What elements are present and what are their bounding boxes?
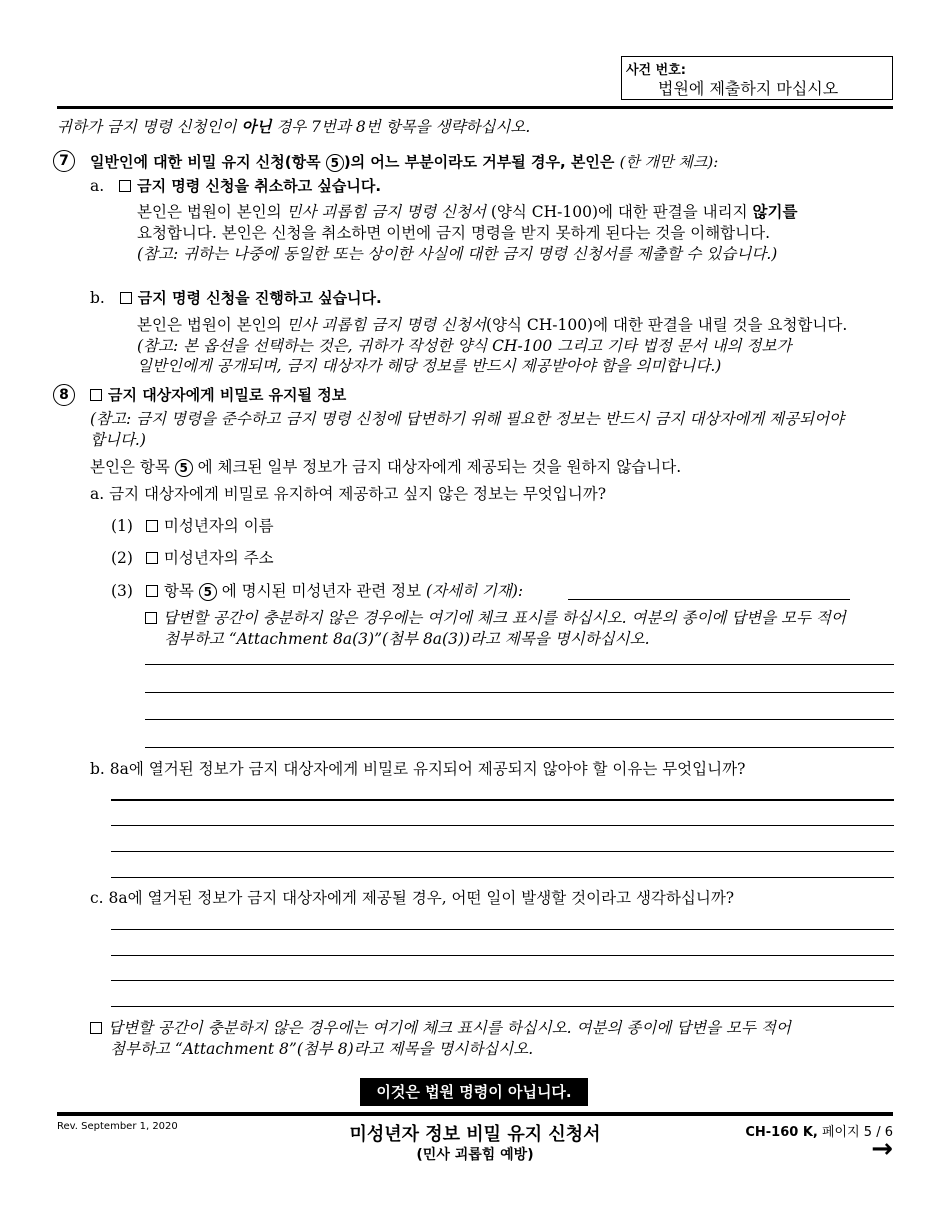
form-id: CH-160 K, <box>745 1125 818 1140</box>
header-rule <box>57 106 893 109</box>
answer-line[interactable] <box>145 664 894 665</box>
page-number: 페이지 5 / 6 <box>822 1125 893 1140</box>
option1-checkbox[interactable] <box>146 520 158 532</box>
next-page-arrow-icon: → <box>871 1134 893 1164</box>
item7a-note: (참고: 귀하는 나중에 동일한 또는 상이한 사실에 대한 금지 명령 신청서를 제출할 수 있습니다.) <box>137 245 778 263</box>
item8a-question: a. 금지 대상자에게 비밀로 유지하여 제공하고 싶지 않은 정보는 무엇입니까? <box>90 485 607 503</box>
item7a-option: a. 금지 명령 신청을 취소하고 싶습니다. <box>90 177 382 195</box>
attachment-8a3-line2: 첨부하고 “Attachment 8a(3)”(첨부 8a(3))라고 제목을 명시하십시오. <box>164 630 650 648</box>
item8-statement: 본인은 항목 5 에 체크된 일부 정보가 금지 대상자에게 제공되는 것을 원하지 않습니다. <box>90 458 682 476</box>
item7b-note2: 일반인에게 공개되며, 금지 대상자가 해당 정보를 반드시 제공받아야 함을 의미합니다.) <box>137 357 722 375</box>
option2-checkbox[interactable] <box>146 552 158 564</box>
item7a-title: 금지 명령 신청을 취소하고 싶습니다. <box>137 177 382 195</box>
answer-line[interactable] <box>111 799 894 801</box>
answer-line[interactable] <box>111 929 894 930</box>
answer-line[interactable] <box>145 719 894 720</box>
item8-checkbox[interactable] <box>90 389 102 401</box>
item8a-option1: (1) 미성년자의 이름 <box>111 517 274 535</box>
item8b-question: b. 8a에 열거된 정보가 금지 대상자에게 비밀로 유지되어 제공되지 않아야 할 이유는 무엇입니까? <box>90 760 746 778</box>
attachment-8a3-line1: 답변할 공간이 충분하지 않은 경우에는 여기에 체크 표시를 하십시오. 여분의 종이에 답변을 모두 적어 <box>145 607 846 629</box>
item7b-note1: (참고: 본 옵션을 선택하는 것은, 귀하가 작성한 양식 CH-100 그리고 기타 법정 문서 내의 정보가 <box>137 337 792 355</box>
answer-line[interactable] <box>145 692 894 693</box>
form-subtitle: (민사 괴롭힘 예방) <box>416 1147 534 1163</box>
case-number-box <box>621 56 893 100</box>
attachment-8a3-checkbox[interactable] <box>145 612 157 624</box>
option3-detail-field[interactable] <box>568 585 850 600</box>
revision-date: Rev. September 1, 2020 <box>57 1121 178 1132</box>
item7b-option: b. 금지 명령 신청을 진행하고 싶습니다. <box>90 289 382 307</box>
item5-ref-circle: 5 <box>326 154 344 172</box>
answer-line[interactable] <box>145 747 894 748</box>
intro-instruction: 귀하가 금지 명령 신청인이 아닌 경우 7번과 8번 항목을 생략하십시오. <box>57 117 531 136</box>
item7-number-circle: 7 <box>53 150 75 172</box>
answer-line[interactable] <box>111 1006 894 1007</box>
answer-line[interactable] <box>111 980 894 981</box>
answer-line[interactable] <box>111 877 894 878</box>
item8-note-line1: (참고: 금지 명령을 준수하고 금지 명령 신청에 답변하기 위해 필요한 정보는 반드시 금지 대상자에게 제공되어야 <box>90 410 845 428</box>
item7a-line1: 본인은 법원이 본인의 민사 괴롭힘 금지 명령 신청서 (양식 CH-100)에 대한 판결을 내리지 않기를 <box>137 203 798 221</box>
item8a-option3: (3) 항목 5 에 명시된 미성년자 관련 정보 (자세히 기재): <box>111 582 524 600</box>
case-number-value: 법원에 제출하지 마십시오 <box>658 79 839 98</box>
attachment-8-line2: 첨부하고 “Attachment 8”(첨부 8)라고 제목을 명시하십시오. <box>110 1040 534 1058</box>
not-court-order-banner: 이것은 법원 명령이 아닙니다. <box>360 1078 588 1106</box>
item8-number-circle: 8 <box>53 384 75 406</box>
item8-title: 금지 대상자에게 비밀로 유지될 정보 <box>90 384 346 406</box>
form-title: 미성년자 정보 비밀 유지 신청서 <box>349 1124 601 1145</box>
item7b-line1: 본인은 법원이 본인의 민사 괴롭힘 금지 명령 신청서(양식 CH-100)에 대한 판결을 내릴 것을 요청합니다. <box>137 316 848 334</box>
item7-title: 일반인에 대한 비밀 유지 신청(항목 5 )의 어느 부분이라도 거부될 경우, 본인은 (한 개만 체크): <box>90 153 719 171</box>
item7a-line2: 요청합니다. 본인은 신청을 취소하면 이번에 금지 명령을 받지 못하게 된다는 것을 이해합니다. <box>137 224 771 242</box>
answer-line[interactable] <box>111 851 894 852</box>
attachment-8-checkbox[interactable] <box>90 1022 102 1034</box>
item8-note-line2: 합니다.) <box>90 431 146 449</box>
footer-rule <box>57 1112 893 1116</box>
option3-checkbox[interactable] <box>146 585 158 597</box>
item5-ref-circle: 5 <box>199 583 217 601</box>
answer-line[interactable] <box>111 955 894 956</box>
item8c-question: c. 8a에 열거된 정보가 금지 대상자에게 제공될 경우, 어떤 일이 발생할 것이라고 생각하십니까? <box>90 889 735 907</box>
item7b-title: 금지 명령 신청을 진행하고 싶습니다. <box>137 289 382 307</box>
answer-line[interactable] <box>111 825 894 826</box>
case-number-label: 사건 번호: <box>626 63 686 78</box>
item7a-checkbox[interactable] <box>119 180 131 192</box>
item7b-checkbox[interactable] <box>120 292 132 304</box>
item5-ref-circle: 5 <box>175 459 193 477</box>
attachment-8-line1: 답변할 공간이 충분하지 않은 경우에는 여기에 체크 표시를 하십시오. 여분의 종이에 답변을 모두 적어 <box>90 1017 791 1039</box>
item8a-option2: (2) 미성년자의 주소 <box>111 549 274 567</box>
